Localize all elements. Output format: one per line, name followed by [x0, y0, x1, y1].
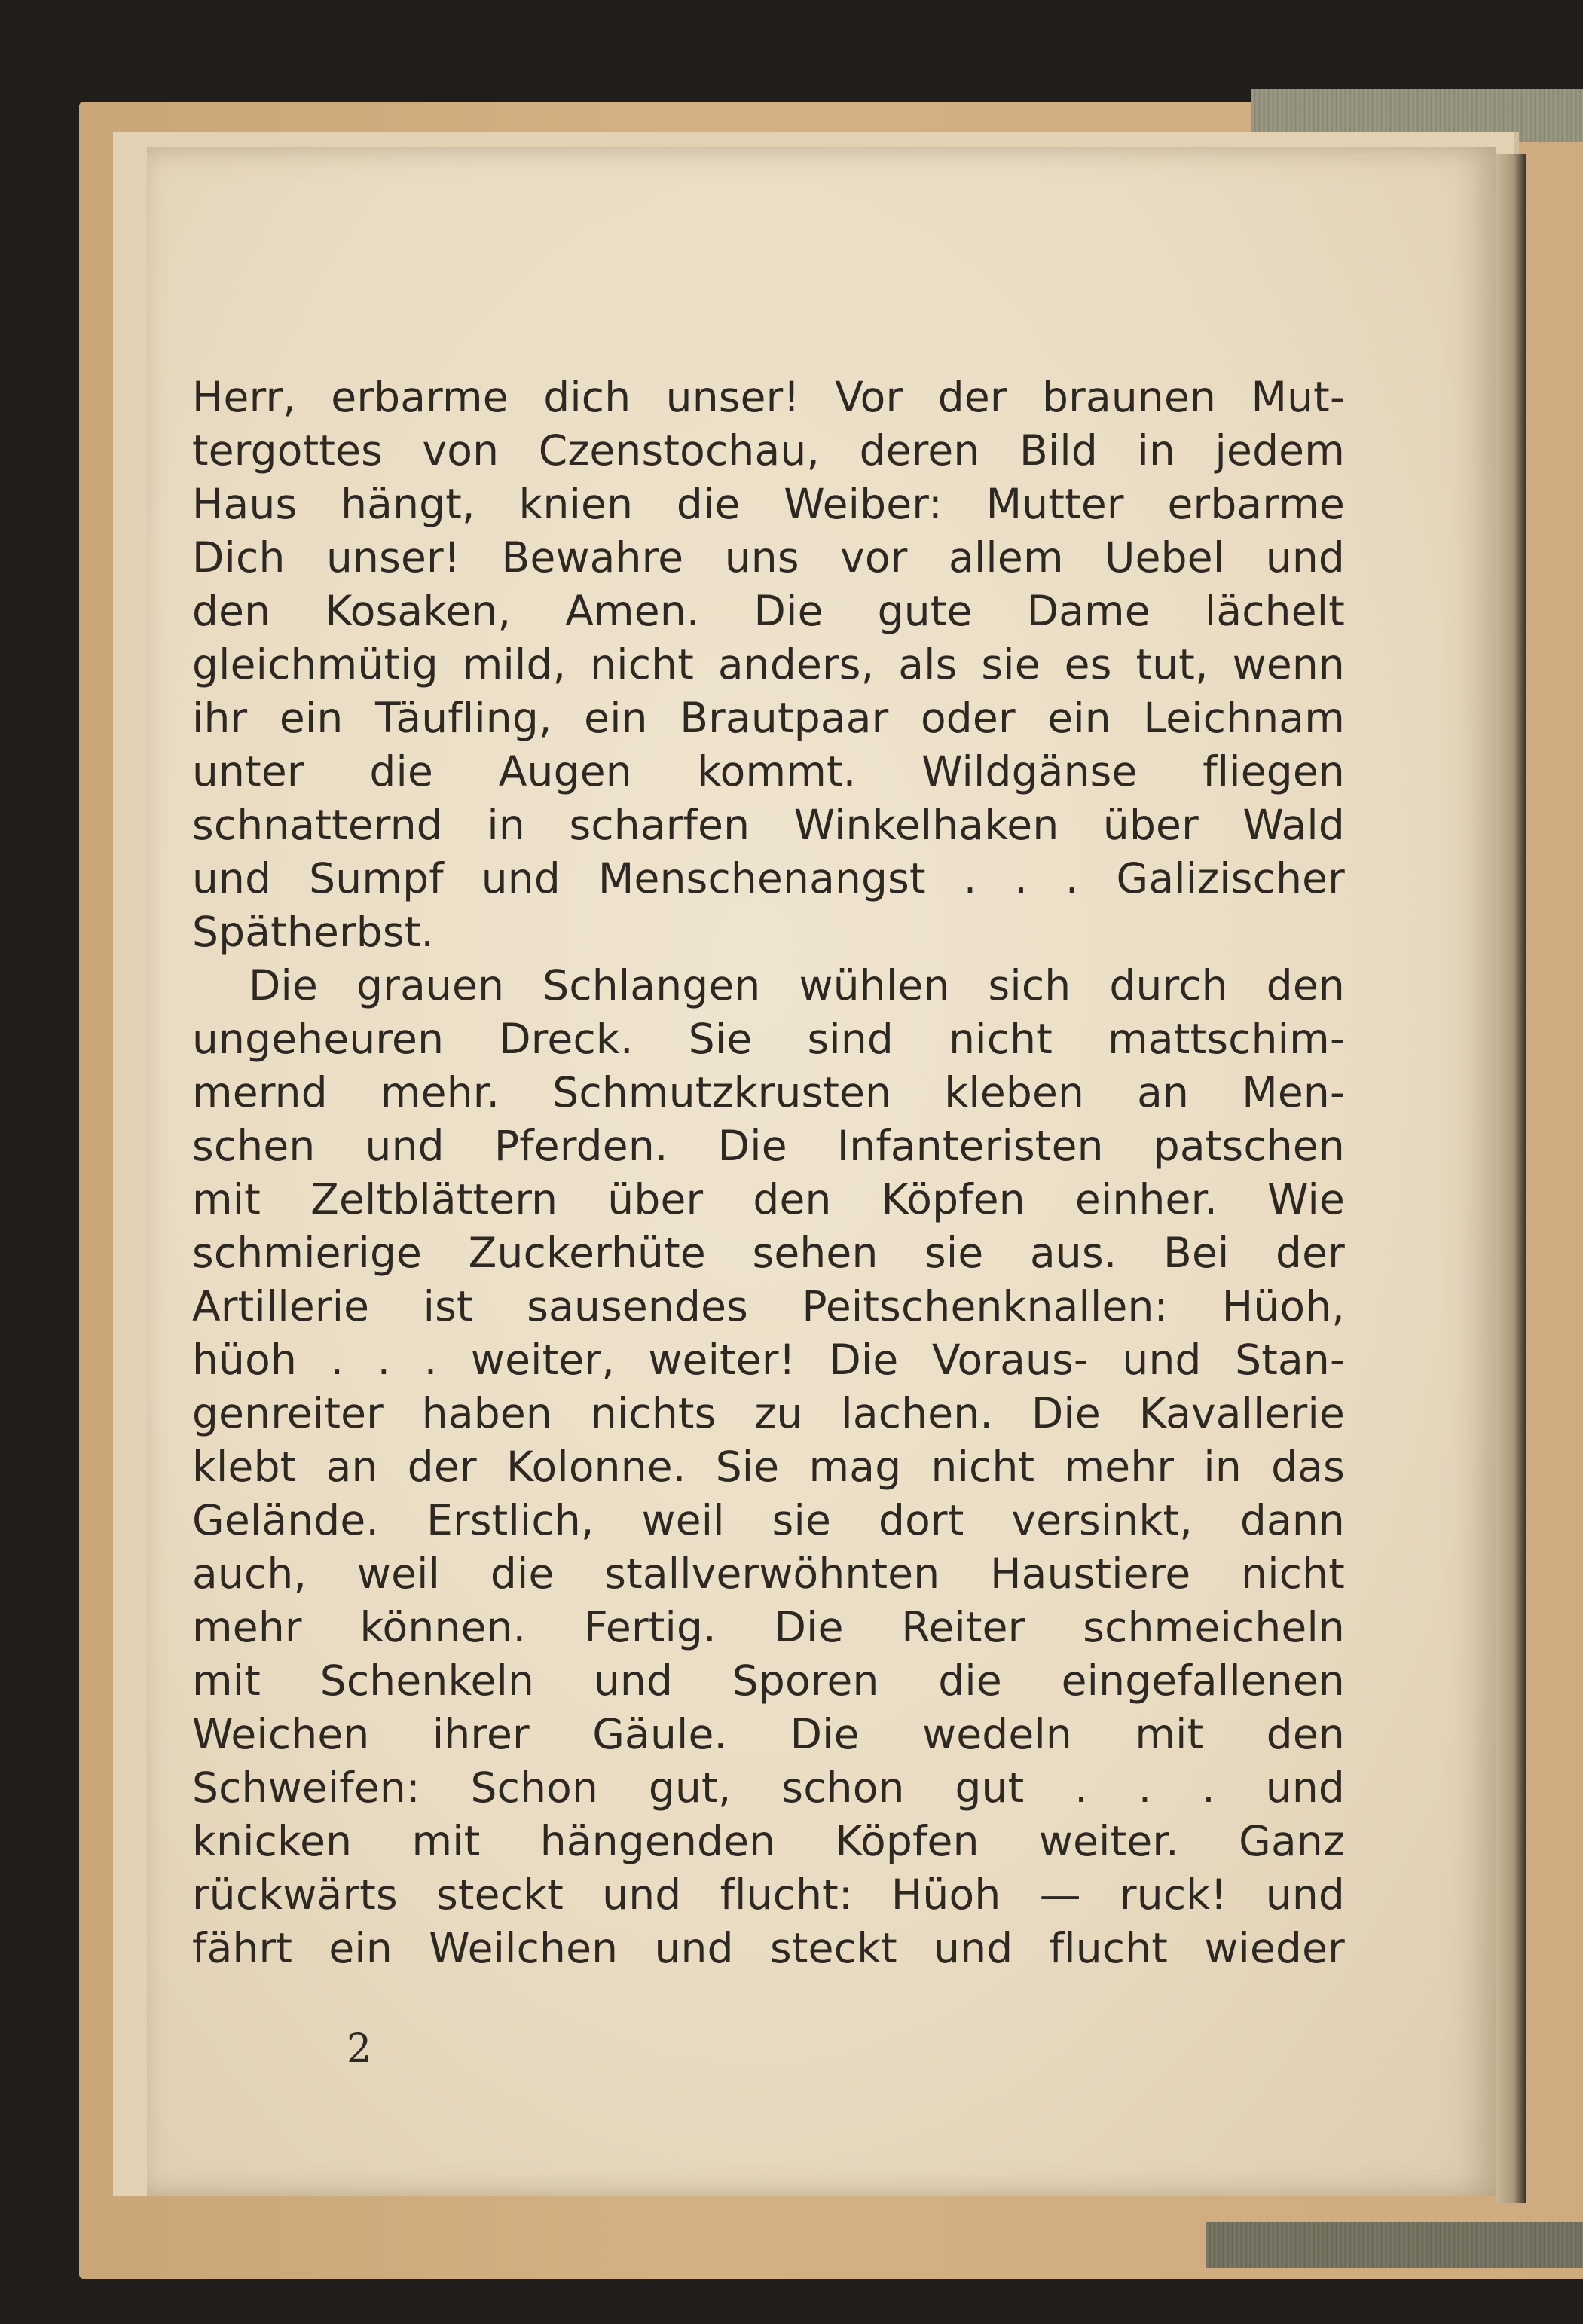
- text-line: genreiter haben nichts zu lachen. Die Kavallerie: [192, 1389, 1345, 1437]
- text-line: Schweifen: Schon gut, schon gut . . . und: [192, 1764, 1345, 1812]
- text-line: unter die Augen kommt. Wildgänse fliegen: [192, 747, 1345, 796]
- text-line: fährt ein Weilchen und steckt und flucht wieder: [192, 1924, 1345, 1972]
- text-line: und Sumpf und Menschenangst . . . Galizischer: [192, 854, 1345, 902]
- text-line: rückwärts steckt und flucht: Hüoh — ruck! und: [192, 1870, 1345, 1919]
- text-line: ihr ein Täufling, ein Brautpaar oder ein Leichnam: [192, 694, 1345, 742]
- book-gutter: [1496, 154, 1526, 2203]
- text-line: Spätherbst.: [192, 908, 435, 956]
- text-line: Weichen ihrer Gäule. Die wedeln mit den: [192, 1710, 1345, 1758]
- text-line: auch, weil die stallverwöhnten Haustiere nicht: [192, 1550, 1345, 1598]
- text-line: hüoh . . . weiter, weiter! Die Voraus- und Stan-: [192, 1336, 1345, 1384]
- text-line: den Kosaken, Amen. Die gute Dame lächelt: [192, 587, 1345, 635]
- text-line: schnatternd in scharfen Winkelhaken über Wald: [192, 801, 1345, 849]
- text-line: Herr, erbarme dich unser! Vor der braunen Mut-: [192, 373, 1345, 421]
- text-line: mehr können. Fertig. Die Reiter schmeicheln: [192, 1603, 1345, 1651]
- text-line: Dich unser! Bewahre uns vor allem Uebel und: [192, 533, 1345, 582]
- text-line: schmierige Zuckerhüte sehen sie aus. Bei der: [192, 1229, 1345, 1277]
- text-line: klebt an der Kolonne. Sie mag nicht mehr in das: [192, 1443, 1345, 1491]
- page-text: [192, 371, 1345, 1975]
- text-line: gleichmütig mild, nicht anders, als sie es tut, wenn: [192, 640, 1345, 689]
- text-line: Haus hängt, knien die Weiber: Mutter erbarme: [192, 480, 1345, 528]
- text-line: Artillerie ist sausendes Peitschenknallen: Hüoh,: [192, 1282, 1345, 1330]
- text-line: knicken mit hängenden Köpfen weiter. Ganz: [192, 1817, 1345, 1865]
- text-line: tergottes von Czenstochau, deren Bild in jedem: [192, 426, 1345, 475]
- cloth-spine-bottom: [1206, 2222, 1583, 2268]
- page-number: 2: [347, 2026, 372, 2072]
- text-line: mit Zeltblättern über den Köpfen einher. Wie: [192, 1175, 1345, 1223]
- text-line: ungeheuren Dreck. Sie sind nicht mattschim-: [192, 1015, 1345, 1063]
- text-line: mit Schenkeln und Sporen die eingefallenen: [192, 1657, 1345, 1705]
- text-line: Gelände. Erstlich, weil sie dort versinkt, dann: [192, 1496, 1345, 1544]
- text-line: mernd mehr. Schmutzkrusten kleben an Men-: [192, 1068, 1345, 1116]
- text-line: Die grauen Schlangen wühlen sich durch den: [249, 961, 1345, 1009]
- text-line: schen und Pferden. Die Infanteristen patschen: [192, 1122, 1345, 1170]
